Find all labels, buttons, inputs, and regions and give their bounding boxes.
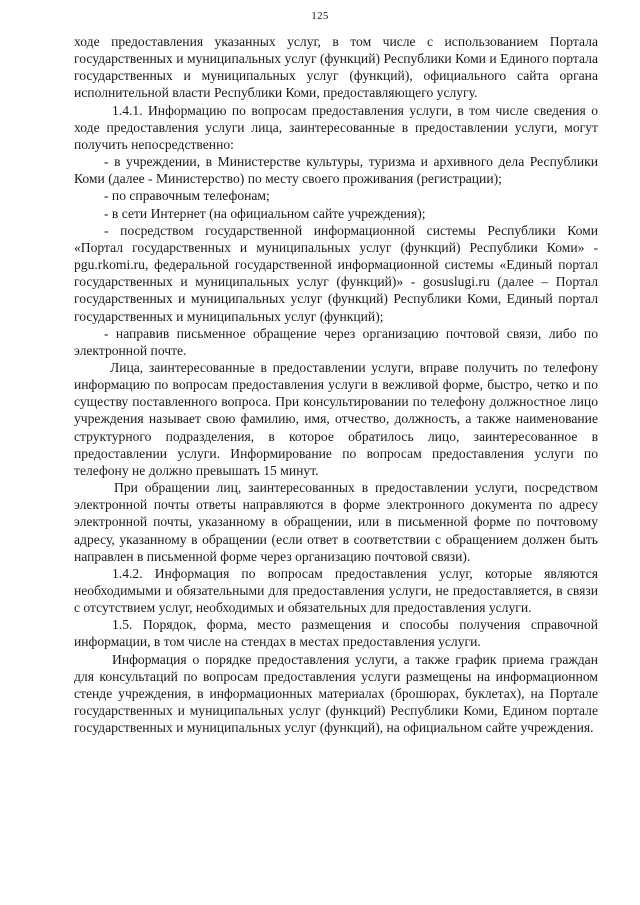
list-item-institution: - в учреждении, в Министерстве культуры, туризма и архивного дела Республики Коми (далее - Министерство) по месту своего проживания (регистрации); [74,154,598,187]
list-item-portal: - посредством государственной информационной системы Республики Коми «Портал государственных и муниципальных услуг (функций) Республики Коми» - pgu.rkomi.ru, федеральной государственной информационной системы «Единый портал государственных и муниципальных услуг (функций)» - gosuslugi.ru (далее – Портал государственных и муниципальных услуг (функций) Республики Коми, Единый портал государственных и муниципальных услуг (функций); [74,222,598,324]
paragraph-1-5: 1.5. Порядок, форма, место размещения и способы получения справочной информации, в том числе на стендах в местах предоставления услуги. [74,617,598,650]
paragraph-1-4-1: 1.4.1. Информацию по вопросам предоставления услуги, в том числе сведения о ходе предоставления услуги лица, заинтересованные в предоставлении услуги, могут получить непосредственно: [74,102,598,152]
page-number: 125 [311,10,329,22]
paragraph-1-4-2: 1.4.2. Информация по вопросам предоставления услуг, которые являются необходимыми и обязательными для предоставления услуги, не предоставляется, в связи с отсутствием услуг, необходимых и обязательных для предоставления услуги. [74,565,598,616]
paragraph-phone-consultation: Лица, заинтересованные в предоставлении услуги, вправе получить по телефону информацию по вопросам предоставления услуги в вежливой форме, быстро, четко и по существу поставленного вопроса. При консультировании по телефону должностное лицо учреждения называет свою фамилию, имя, отчество, должность, а также наименование структурного подразделения, в которое обратилось лицо, заинтересованное в предоставлении услуги. Информирование по вопросам предоставления услуги по телефону не должно превышать 15 минут. [74,359,598,478]
document-body [74,33,598,736]
list-item-mail: - направив письменное обращение через организацию почтовой связи, либо по электронной почте. [74,325,598,358]
paragraph-continuation: ходе предоставления указанных услуг, в том числе с использованием Портала государственных и муниципальных услуг (функций) Республики Коми и Единого портала государственных и муниципальных услуг (функций), официального сайта органа исполнительной власти Республики Коми, предоставляющего услугу. [74,34,598,101]
list-item-internet: - в сети Интернет (на официальном сайте учреждения); [104,205,426,221]
list-item-phone: - по справочным телефонам; [104,188,270,204]
paragraph-email-requests: При обращении лиц, заинтересованных в предоставлении услуги, посредством электронной почты ответы направляются в форме электронного документа по адресу электронной почты, указанному в обращении, или в письменной форме по почтовому адресу, указанному в обращении (если ответ в соответствии с обращением должен быть направлен в письменной форме через организацию почтовой связи). [74,480,598,564]
paragraph-schedule-info: Информация о порядке предоставления услуги, а также график приема граждан для консультаций по вопросам предоставления услуги размещены на информационном стенде учреждения, в информационных материалах (брошюрах, буклетах), на Портале государственных и муниципальных услуг (функций) Республики Коми, Едином портале государственных и муниципальных услуг (функций), на официальном сайте учреждения. [74,651,598,736]
